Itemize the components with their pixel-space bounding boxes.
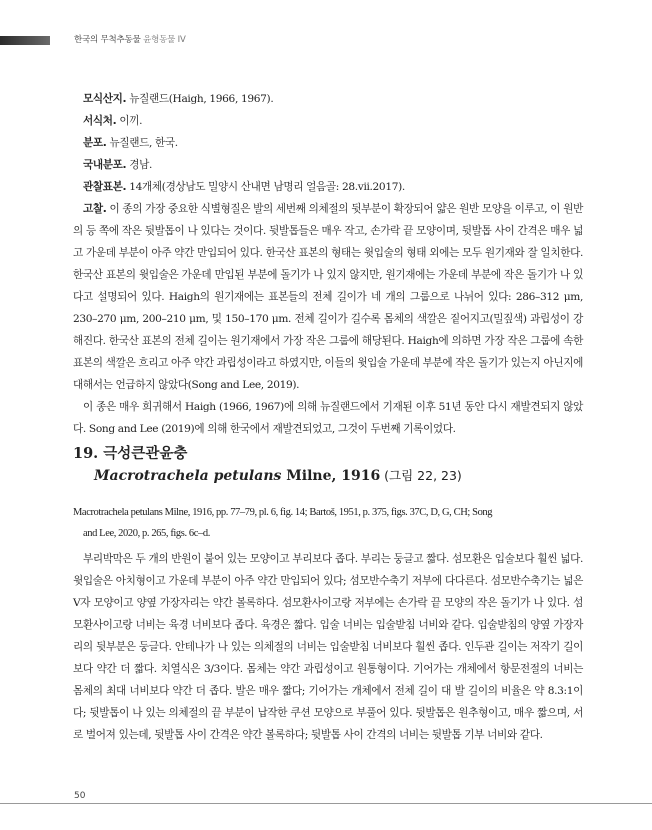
section-number: 19. — [73, 445, 99, 462]
citation — [73, 502, 583, 544]
description-block — [73, 548, 583, 746]
record-block — [73, 88, 583, 440]
distribution: 분포. 뉴질랜드, 한국. — [83, 137, 178, 149]
remarks-paragraph: 고찰. 이 종의 가장 중요한 식별형질은 발의 세번째 의체절의 뒷부분이 확장되어 얇은 원반 모양을 이루고, 이 원반의 등 쪽에 작은 뒷발톱이 나 있다는 것이다. 뒷발톱들은 매우 작고, 손가락 끝 모양이며, 뒷발톱 사이 간격은 매우 넓고 가운데 부분이 아주 약간 만입되어 있다. 한국산 표본의 형태는 윗입술의 형태 외에는 모두 원기재와 잘 일치한다. 한국산 표본의 윗입술은 가운데 만입된 부분에 돌기가 나 있지 않지만, 원기재에는 가운데 부분에 작은 돌기가 나 있다고 설명되어 있다. Haigh의 원기재에는 표본들의 전체 길이가 네 개의 그룹으로 나뉘어 있다: 286–312 μm, 230–270 μm, 200–210 μm, 및 150–170 μm. 전체 길이가 길수록 몸체의 색깔은 짙어지고(밀짚색) 과립성이 강해진다. 한국산 표본의 전체 길이는 원기재에서 가장 작은 그룹에 해당된다. Haigh에 의하면 가장 작은 그룹에 속한 표본의 색깔은 흐리고 아주 약간 과립성이라고 하였지만, 이들의 윗입술 가운데 부분에 작은 돌기가 있는지 아닌지에 대해서는 언급하지 않았다(Song and Lee, 2019). — [73, 203, 583, 391]
header-subtitle: 윤형동물 IV — [143, 35, 186, 45]
footer-rule — [0, 803, 652, 804]
description-paragraph: 부리박막은 두 개의 반원이 붙어 있는 모양이고 부리보다 좁다. 부리는 둥글고 짧다. 섬모환은 입술보다 훨씬 넓다. 윗입술은 아치형이고 가운데 부분이 아주 약간 만입되어 있다; 섬모반수축기 저부에 다다른다. 섬모반수축기는 넓은 V자 모양이고 양옆 가장자리는 약간 볼록하다. 섬모환사이고랑 저부에는 손가락 끝 모양의 작은 돌기가 나 있다. 섬모환사이고랑 너비는 육경 너비보다 좁다. 육경은 짧다. 입술 너비는 입술받침 너비와 같다. 입술받침의 양옆 가장자리의 뒷부분은 둥글다. 안테나가 나 있는 의체절의 너비는 입술받침 너비보다 훨씬 좁다. 인두관 길이는 저작기 길이보다 약간 더 짧다. 치열식은 3/3이다. 몸체는 약간 과립성이고 원통형이다. 기어가는 개체에서 항문전절의 너비는 몸체의 최대 너비보다 약간 더 좁다. 발은 매우 짧다; 기어가는 개체에서 전체 길이 대 발 길이의 비율은 약 8.3:1이다; 뒷발톱이 나 있는 의체절의 끝 부분이 납작한 쿠션 모양으로 부풀어 있다. 뒷발톱은 원추형이고, 매우 짧으며, 서로 벌어져 있는데, 뒷발톱 사이 간격은 약간 볼록하다; 뒷발톱 사이 간격의 너비는 뒷발톱 기부 너비와 같다. — [73, 553, 583, 741]
scientific-name: Macrotrachela petulans — [94, 468, 282, 484]
header-title: 한국의 무척추동물 — [74, 35, 141, 45]
running-header — [74, 33, 186, 45]
type-locality: 모식산지. 뉴질랜드(Haigh, 1966, 1967). — [83, 93, 274, 105]
korean-distribution: 국내분포. 경남. — [83, 159, 153, 171]
section-heading — [73, 443, 462, 487]
citation-line-2: and Lee, 2020, p. 265, figs. 6c–d. — [83, 528, 210, 539]
habitat: 서식처. 이끼. — [83, 115, 143, 127]
species-author: Milne, 1916 — [281, 468, 381, 484]
page-number: 50 — [74, 791, 86, 801]
remarks-note: 이 종은 매우 희귀해서 Haigh (1966, 1967)에 의해 뉴질랜드에서 기재된 이후 51년 동안 다시 재발견되지 않았다. Song and Lee (2019)에 의해 한국에서 재발견되었고, 그것이 두번째 기록이었다. — [73, 401, 583, 435]
material-examined: 관찰표본. 14개체(경상남도 밀양시 산내면 남명리 얼음골: 28.vii.2017). — [83, 181, 405, 193]
korean-name: 극성큰관윤충 — [103, 445, 188, 462]
header-bar — [0, 36, 50, 45]
citation-line-1: Macrotrachela petulans Milne, 1916, pp. 77–79, pl. 6, fig. 14; Bartoš, 1951, p. 375, figs. 37C, D, G, CH; Song — [73, 507, 493, 518]
figure-reference: (그림 22, 23) — [380, 468, 462, 483]
